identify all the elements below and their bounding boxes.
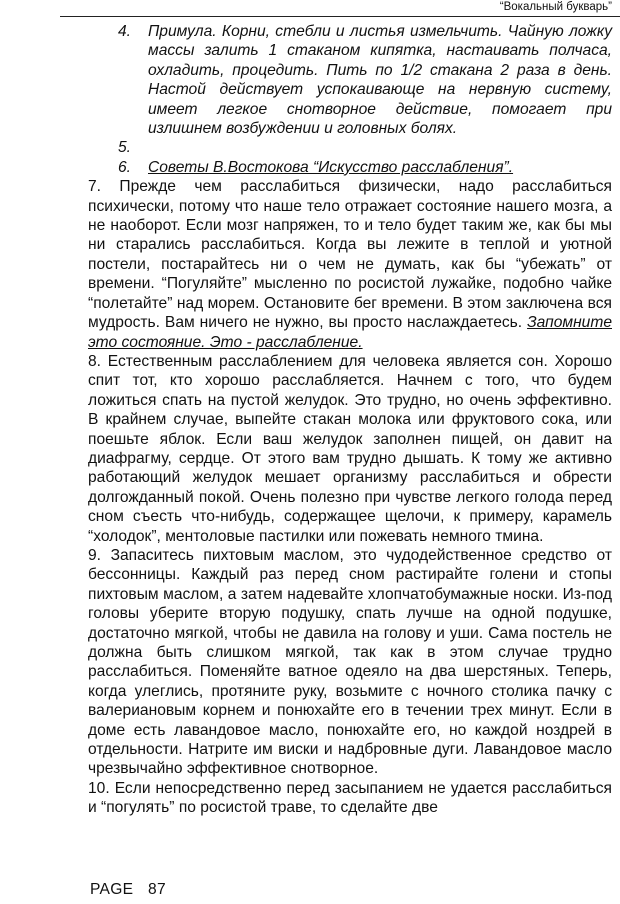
list-item-4 — [88, 22, 612, 138]
page-label: PAGE — [90, 881, 134, 898]
header-rule — [60, 16, 620, 17]
page-footer — [90, 880, 166, 899]
paragraph-10: 10. Если непосредственно перед засыпанием не удается расслабиться и “погулять” по росистой траве, то сделайте две — [88, 779, 612, 817]
paragraph-text: 7. Прежде чем расслабиться физически, надо расслабиться психически, потому что наше тело отражает состояние нашего мозга, а не наоборот. Если мозг напряжен, то и тело будет таким же, как бы мы ни старались расслабиться. Когда вы лежите в теплой и уютной постели, постарайтесь ни о чем не думать, как бы “убежать” от времени. “Погуляйте” мысленно по росистой лужайке, подобно чайке “полетайте” над морем. Остановите бег времени. В этом заключена вся мудрость. Вам ничего не нужно, вы просто наслаждаетесь. — [88, 178, 612, 332]
running-title: “Вокальный букварь” — [499, 1, 612, 13]
list-item-text — [148, 138, 612, 157]
list-item-text-link: Советы В.Востокова “Искусство расслабления”. — [148, 158, 514, 176]
paragraph-emphasis: Запомните это состояние. Это - расслабление. — [88, 314, 612, 351]
list-item-text: Примула. Корни, стебли и листья измельчить. Чайную ложку массы залить 1 стаканом кипятка, настаивать полчаса, охладить, процедить. Пить по 1/2 стакана 2 раза в день. Настой действует успокаивающе на нервную систему, имеет легкое снотворное действие, помогает при излишнем возбуждении и головных болях. — [148, 23, 612, 138]
paragraph-8: 8. Естественным расслаблением для человека является сон. Хорошо спит тот, кто хорошо расслабляется. Начнем с того, что будем ложиться спать на пустой желудок. Это трудно, но очень эффективно. В крайнем случае, выпейте стакан молока или фруктового сока, или поешьте яблок. Если ваш желудок заполнен пищей, он давит на диафрагму, сердце. От этого вам трудно дышать. К тому же активно работающий желудок мешает организму расслабиться и обрести долгожданный покой. Очень полезно при чувстве легкого голода перед сном съесть что-нибудь, содержащее щелочи, к примеру, карамель “холодок”, ментоловые пастилки или пожевать немного тмина. — [88, 352, 612, 545]
list-item-number: 4. — [118, 23, 132, 40]
numbered-list — [88, 22, 612, 177]
paragraph-7 — [88, 177, 612, 352]
list-item-5 — [88, 138, 612, 157]
list-item-6 — [88, 158, 612, 177]
paragraph-9: 9. Запаситесь пихтовым маслом, это чудодейственное средство от бессонницы. Каждый раз перед сном растирайте голени и стопы пихтовым маслом, а затем надевайте хлопчатобумажные носки. Из-под головы уберите вторую подушку, спать лучше на одной подушке, достаточно мягкой, чтобы не давила на голову и уши. Сама постель не должна быть слишком мягкой, так как в этом случае трудно расслабиться. Поменяйте ватное одеяло на два шерстяных. Теперь, когда улеглись, протяните руку, возьмите с ночного столика пачку с валериановым корнем и понюхайте его в течении трех минут. Если в доме есть лавандовое масло, понюхайте его, но каждой ноздрей в отдельности. Натрите им виски и надбровные дуги. Лавандовое масло чрезвычайно эффективное снотворное. — [88, 546, 612, 778]
list-item-number: 6. — [118, 158, 132, 176]
page-body — [88, 22, 612, 818]
list-item-number: 5. — [118, 139, 132, 157]
page-number: 87 — [148, 881, 166, 898]
